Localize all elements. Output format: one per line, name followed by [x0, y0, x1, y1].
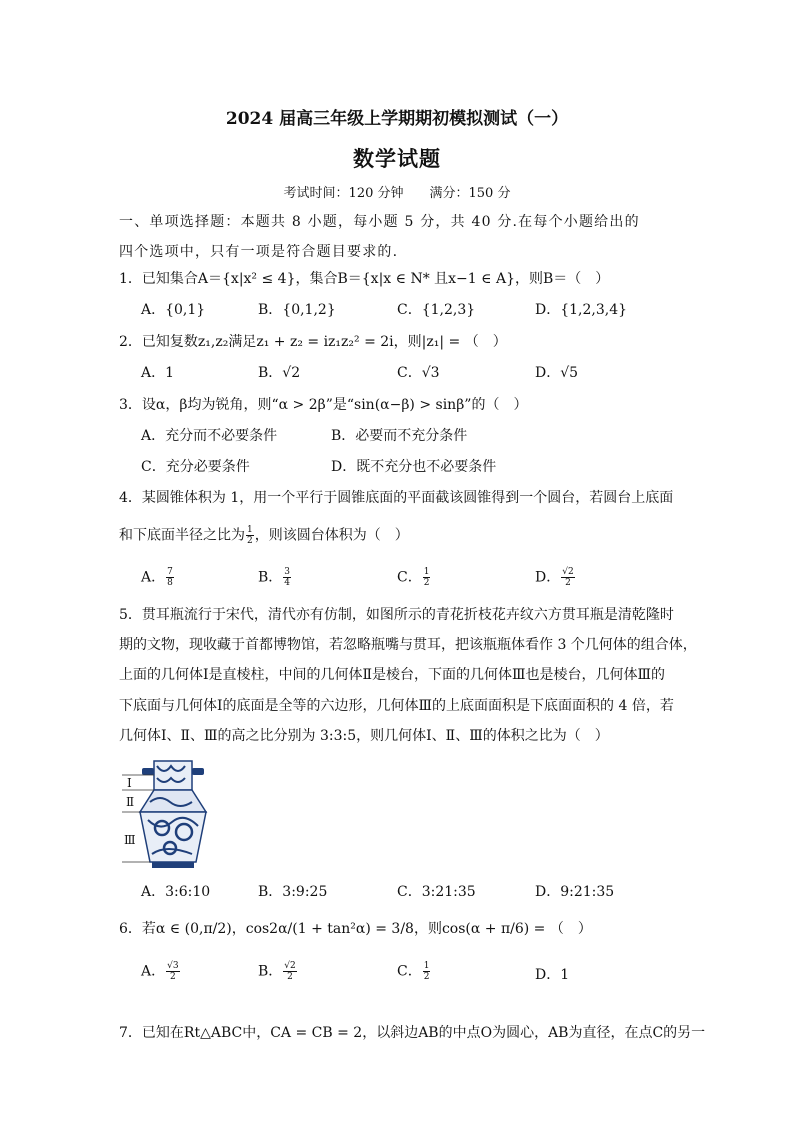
q3-option-d: D．既不充分也不必要条件 [331, 459, 497, 475]
q5-option-a: A．3:6:10 [141, 884, 211, 900]
q4-option-a-label: A． [141, 569, 166, 586]
q5-stem-line2: 期的文物，现收藏于首都博物馆，若忽略瓶嘴与贯耳，把该瓶瓶体看作 3 个几何体的组合体， [119, 637, 697, 653]
q4-c-num: 1 [423, 567, 430, 577]
q2-option-b: B．√2 [258, 365, 301, 381]
q4-stem-pre: 和下底面半径之比为 [119, 527, 245, 544]
q6-stem: 6．若α ∈ (0,π/2)，cos2α/(1 + tan²α) = 3/8，则cos(α + π/6) = （ ） [119, 921, 592, 937]
label-ii: Ⅱ [126, 795, 135, 809]
q6-option-a-label: A． [141, 963, 166, 980]
q2-option-c: C．√3 [397, 365, 440, 381]
exam-meta [0, 182, 794, 201]
q5-option-d: D．9:21:35 [535, 884, 615, 900]
q4-option-a [141, 567, 175, 588]
q6-b-den: 2 [287, 972, 293, 982]
label-i: Ⅰ [127, 776, 132, 790]
q6-option-a [141, 961, 181, 982]
q4-c-den: 2 [423, 578, 430, 588]
q6-option-c-label: C． [397, 963, 422, 980]
q5-stem-line5: 几何体Ⅰ、Ⅱ、Ⅲ的高之比分别为 3:3:5，则几何体Ⅰ、Ⅱ、Ⅲ的体积之比为（ ） [119, 728, 609, 744]
exam-title: 2024 届高三年级上学期期初模拟测试（一） [225, 109, 569, 129]
q6-a-den: 2 [169, 972, 176, 982]
q7-stem: 7．已知在Rt△ABC中，CA = CB = 2，以斜边AB的中点O为圆心，AB为直径，在点C的另一 [119, 1025, 706, 1041]
q4-option-b-label: B． [258, 569, 283, 586]
vase-body-group [140, 761, 206, 868]
q4-stem-line2 [119, 525, 409, 546]
q4-option-d-fraction [561, 567, 574, 588]
q1-option-b: B．{0,1,2} [258, 302, 336, 318]
q4-a-num: 7 [167, 567, 173, 577]
q4-stem-line1: 4．某圆锥体积为 1，用一个平行于圆锥底面的平面截该圆锥得到一个圆台，若圆台上底面 [119, 490, 674, 506]
q4-b-num: 3 [284, 567, 291, 577]
subject-title: 数学试题 [353, 146, 441, 171]
full-score: 满分：150 分 [429, 186, 511, 201]
q6-option-b-label: B． [258, 963, 283, 980]
q4-a-den: 8 [167, 578, 173, 588]
q4-option-c-label: C． [397, 569, 422, 586]
q4-option-d [535, 567, 576, 588]
q4-ratio-fraction [246, 525, 254, 546]
q3-option-a: A．充分而不必要条件 [141, 428, 278, 444]
q6-option-c-fraction [423, 961, 431, 982]
q5-option-b: B．3:9:25 [258, 884, 328, 900]
q4-d-den: 2 [565, 578, 571, 588]
exam-time: 考试时间：120 分钟 [283, 186, 404, 201]
q1-stem: 1．已知集合A＝{x|x² ≤ 4}，集合B＝{x|x ∈ N* 且x−1 ∈ A}，则B＝（ ） [119, 271, 610, 287]
q6-option-a-fraction [166, 961, 179, 982]
q3-option-c: C．充分必要条件 [141, 459, 250, 475]
q4-ratio-num: 1 [247, 525, 253, 535]
q6-c-num: 1 [423, 961, 430, 971]
label-iii: Ⅲ [124, 833, 136, 847]
section-heading-line1: 一、单项选择题：本题共 8 小题，每小题 5 分，共 40 分.在每个小题给出的 [119, 214, 640, 230]
q4-option-a-fraction [166, 567, 174, 588]
q1-option-a: A．{0,1} [141, 302, 206, 318]
q2-option-a: A．1 [141, 365, 175, 381]
q2-stem: 2．已知复数z₁,z₂满足z₁ + z₂ = iz₁z₂² = 2i，则|z₁| = （ ） [119, 334, 507, 350]
q4-option-d-label: D． [535, 569, 561, 586]
vase-left-ear [142, 768, 154, 775]
q6-option-d: D．1 [535, 967, 570, 983]
q6-option-b [258, 961, 298, 982]
q3-stem: 3．设α，β均为锐角，则“α > 2β”是“sin(α−β) > sinβ”的（ ） [119, 397, 528, 413]
q4-b-den: 4 [284, 578, 291, 588]
q4-option-c [397, 567, 431, 588]
q4-stem-post: ，则该圆台体积为（ ） [254, 527, 409, 544]
q6-c-den: 2 [423, 972, 430, 982]
q3-option-b: B．必要而不充分条件 [331, 428, 468, 444]
q6-b-num: √2 [284, 961, 296, 971]
q5-stem-line1: 5．贯耳瓶流行于宋代，清代亦有仿制，如图所示的青花折枝花卉纹六方贯耳瓶是清乾隆时 [119, 607, 674, 623]
q5-stem-line3: 上面的几何体Ⅰ是直棱柱，中间的几何体Ⅱ是棱台，下面的几何体Ⅲ也是棱台，几何体Ⅲ的 [119, 667, 666, 683]
q4-ratio-den: 2 [247, 536, 253, 546]
vase-neck [154, 761, 192, 790]
q2-option-d: D．√5 [535, 365, 579, 381]
vase-foot [152, 862, 194, 868]
q4-option-c-fraction [423, 567, 431, 588]
section-heading-line2: 四个选项中，只有一项是符合题目要求的. [119, 244, 399, 260]
q1-option-c: C．{1,2,3} [397, 302, 476, 318]
q5-option-c: C．3:21:35 [397, 884, 476, 900]
q6-option-b-fraction [283, 961, 296, 982]
vase-figure [122, 758, 218, 870]
q5-stem-line4: 下底面与几何体Ⅰ的底面是全等的六边形，几何体Ⅲ的上底面面积是下底面面积的 4 倍，若 [119, 698, 674, 714]
q4-option-b-fraction [283, 567, 291, 588]
vase-right-ear [192, 768, 204, 775]
q4-d-num: √2 [562, 567, 574, 577]
q6-option-c [397, 961, 431, 982]
q6-a-num: √3 [167, 961, 179, 971]
q4-option-b [258, 567, 292, 588]
q1-option-d: D．{1,2,3,4} [535, 302, 628, 318]
